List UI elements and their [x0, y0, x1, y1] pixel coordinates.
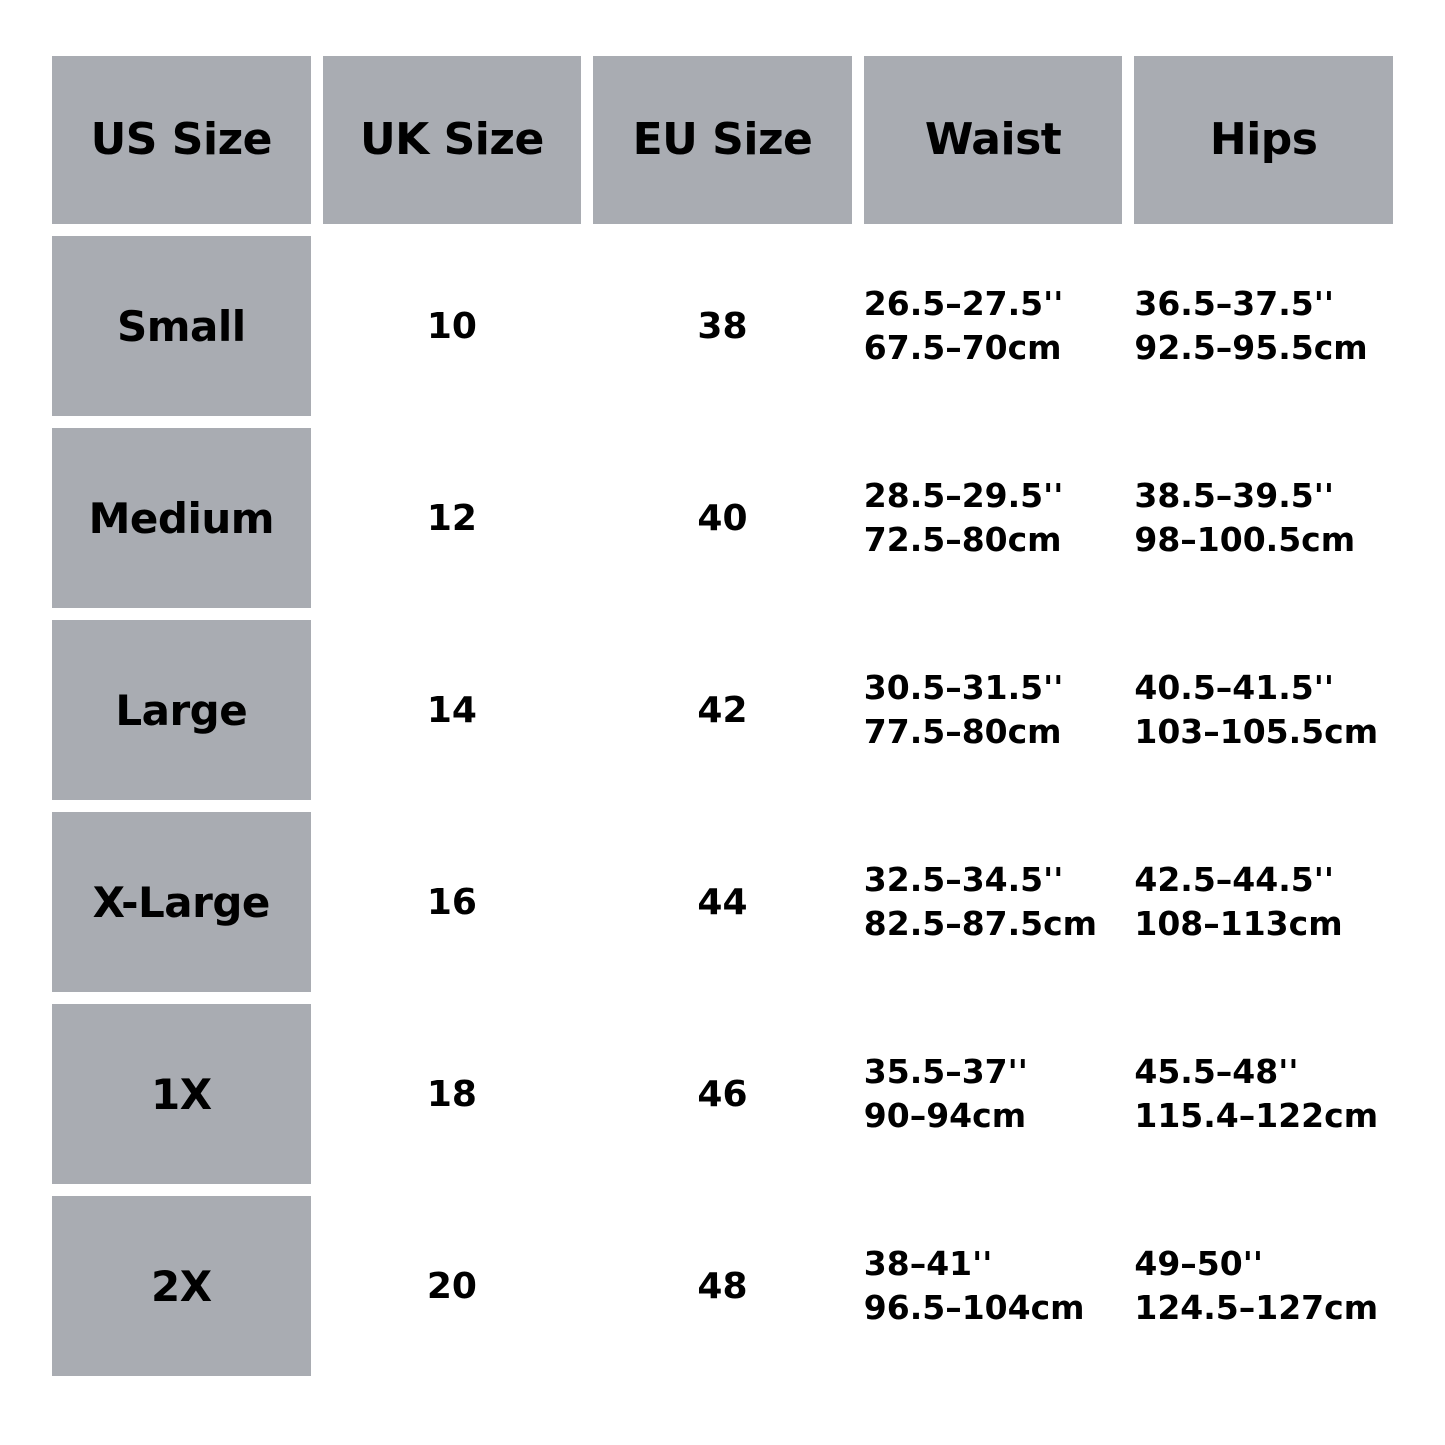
cell-eu-size: 42	[697, 689, 748, 731]
column-header-hips: Hips	[1134, 56, 1393, 224]
hips-centimeters: 103–105.5cm	[1134, 712, 1379, 751]
waist-inches: 28.5–29.5''	[863, 476, 1064, 516]
cell-uk-size: 12	[426, 497, 477, 539]
waist-centimeters: 82.5–87.5cm	[863, 904, 1098, 943]
cell-hips	[1134, 236, 1393, 416]
hips-inches: 49–50''	[1134, 1244, 1263, 1284]
cell-waist	[864, 620, 1123, 800]
cell-uk-size: 20	[426, 1265, 477, 1307]
waist-centimeters: 72.5–80cm	[863, 520, 1062, 559]
cell-eu-size: 44	[697, 881, 748, 923]
waist-centimeters: 67.5–70cm	[863, 328, 1062, 367]
cell-eu-size: 40	[697, 497, 748, 539]
table-row	[52, 1004, 1393, 1184]
cell-us-size: X-Large	[52, 812, 311, 992]
cell-us-size: Small	[52, 236, 311, 416]
cell-waist	[864, 428, 1123, 608]
cell-waist	[864, 1004, 1123, 1184]
column-header-us-size: US Size	[52, 56, 311, 224]
column-header-waist: Waist	[864, 56, 1123, 224]
cell-uk-size: 18	[426, 1073, 477, 1115]
table-body	[52, 236, 1393, 1376]
waist-centimeters: 96.5–104cm	[863, 1288, 1085, 1327]
waist-inches: 38–41''	[863, 1244, 993, 1284]
hips-inches: 45.5–48''	[1134, 1052, 1299, 1092]
hips-inches: 38.5–39.5''	[1134, 476, 1334, 516]
table-row	[52, 812, 1393, 992]
cell-us-size: 1X	[52, 1004, 311, 1184]
hips-inches: 40.5–41.5''	[1134, 668, 1334, 708]
header-row	[52, 56, 1393, 224]
cell-us-size: Medium	[52, 428, 311, 608]
table-row	[52, 620, 1393, 800]
size-chart-table	[40, 44, 1405, 1388]
cell-waist	[864, 236, 1123, 416]
cell-eu-size: 46	[697, 1073, 748, 1115]
waist-centimeters: 90–94cm	[863, 1096, 1027, 1135]
table-row	[52, 428, 1393, 608]
cell-uk-size: 10	[426, 305, 477, 347]
cell-waist	[864, 812, 1123, 992]
hips-inches: 36.5–37.5''	[1134, 284, 1334, 324]
waist-inches: 32.5–34.5''	[863, 860, 1064, 900]
waist-inches: 26.5–27.5''	[863, 284, 1064, 324]
table-row	[52, 236, 1393, 416]
hips-centimeters: 92.5–95.5cm	[1134, 328, 1368, 367]
column-header-uk-size: UK Size	[323, 56, 582, 224]
hips-centimeters: 98–100.5cm	[1134, 520, 1356, 559]
hips-inches: 42.5–44.5''	[1134, 860, 1334, 900]
cell-uk-size: 14	[426, 689, 477, 731]
waist-centimeters: 77.5–80cm	[863, 712, 1062, 751]
cell-us-size: 2X	[52, 1196, 311, 1376]
table-header	[52, 56, 1393, 224]
cell-hips	[1134, 1004, 1393, 1184]
cell-waist	[864, 1196, 1123, 1376]
cell-eu-size: 38	[697, 305, 748, 347]
waist-inches: 30.5–31.5''	[863, 668, 1064, 708]
cell-hips	[1134, 620, 1393, 800]
cell-hips	[1134, 428, 1393, 608]
cell-us-size: Large	[52, 620, 311, 800]
waist-inches: 35.5–37''	[863, 1052, 1028, 1092]
table-row	[52, 1196, 1393, 1376]
hips-centimeters: 115.4–122cm	[1134, 1096, 1379, 1135]
cell-eu-size: 48	[697, 1265, 748, 1307]
cell-hips	[1134, 812, 1393, 992]
cell-hips	[1134, 1196, 1393, 1376]
hips-centimeters: 108–113cm	[1134, 904, 1343, 943]
column-header-eu-size: EU Size	[593, 56, 852, 224]
hips-centimeters: 124.5–127cm	[1134, 1288, 1379, 1327]
cell-uk-size: 16	[426, 881, 477, 923]
